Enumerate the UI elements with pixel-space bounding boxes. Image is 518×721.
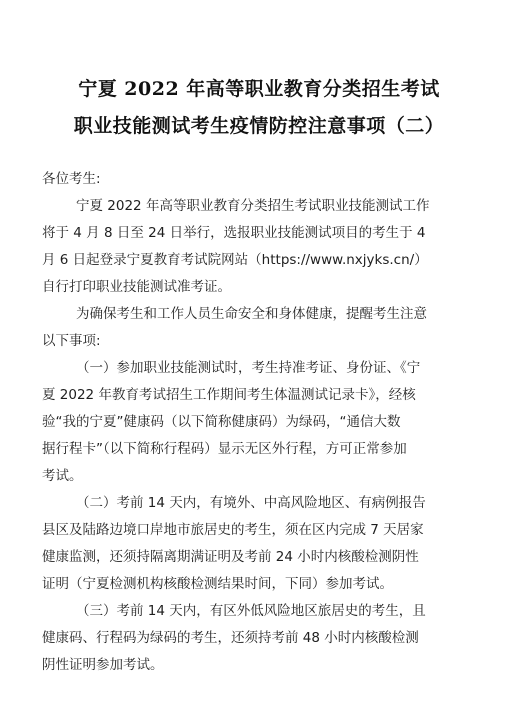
- paragraph-line: 宁夏 2022 年高等职业教育分类招生考试职业技能测试工作: [76, 198, 430, 214]
- paragraph-line: （一）参加职业技能测试时，考生持准考证、身份证、《宁: [76, 360, 421, 376]
- paragraph-line: 验“我的宁夏”健康码（以下简称健康码）为绿码，“通信大数: [42, 414, 401, 430]
- paragraph-line: 夏 2022 年教育考试招生工作期间考生体温测试记录卡》，经核: [42, 387, 416, 403]
- paragraph-line: 考试。: [42, 468, 83, 484]
- paragraph-line: 将于 4 月 8 日至 24 日举行，选报职业技能测试项目的考生于 4: [42, 225, 426, 241]
- paragraph-line: 阴性证明参加考试。: [42, 657, 164, 673]
- paragraph-line: （三）考前 14 天内，有区外低风险地区旅居史的考生，且: [76, 603, 426, 619]
- paragraph-line: 证明（宁夏检测机构核酸检测结果时间，下同）参加考试。: [42, 576, 393, 592]
- document-title-line1: 宁夏 2022 年高等职业教育分类招生考试: [78, 78, 440, 100]
- paragraph-line: （二）考前 14 天内，有境外、中高风险地区、有病例报告: [76, 495, 426, 511]
- document-title-line2: 职业技能测试考生疫情防控注意事项（二）: [73, 115, 445, 137]
- paragraph-line: 为确保考生和工作人员生命安全和身体健康，提醒考生注意: [76, 306, 427, 322]
- paragraph-line: 健康监测，还须持隔离期满证明及考前 24 小时内核酸检测阴性: [42, 549, 419, 565]
- paragraph-line: 县区及陆路边境口岸地市旅居史的考生，须在区内完成 7 天居家: [42, 522, 424, 538]
- paragraph-line: 以下事项:: [42, 333, 101, 349]
- paragraph-line: 自行打印职业技能测试准考证。: [42, 279, 231, 295]
- paragraph-line: 健康码、行程码为绿码的考生，还须持考前 48 小时内核酸检测: [42, 630, 419, 646]
- paragraph-line: 月 6 日起登录宁夏教育考试院网站（https://www.nxjyks.cn/）: [42, 252, 428, 268]
- salutation: 各位考生:: [42, 171, 101, 187]
- paragraph-line: 据行程卡”（以下简称行程码）显示无区外行程，方可正常参加: [42, 441, 407, 457]
